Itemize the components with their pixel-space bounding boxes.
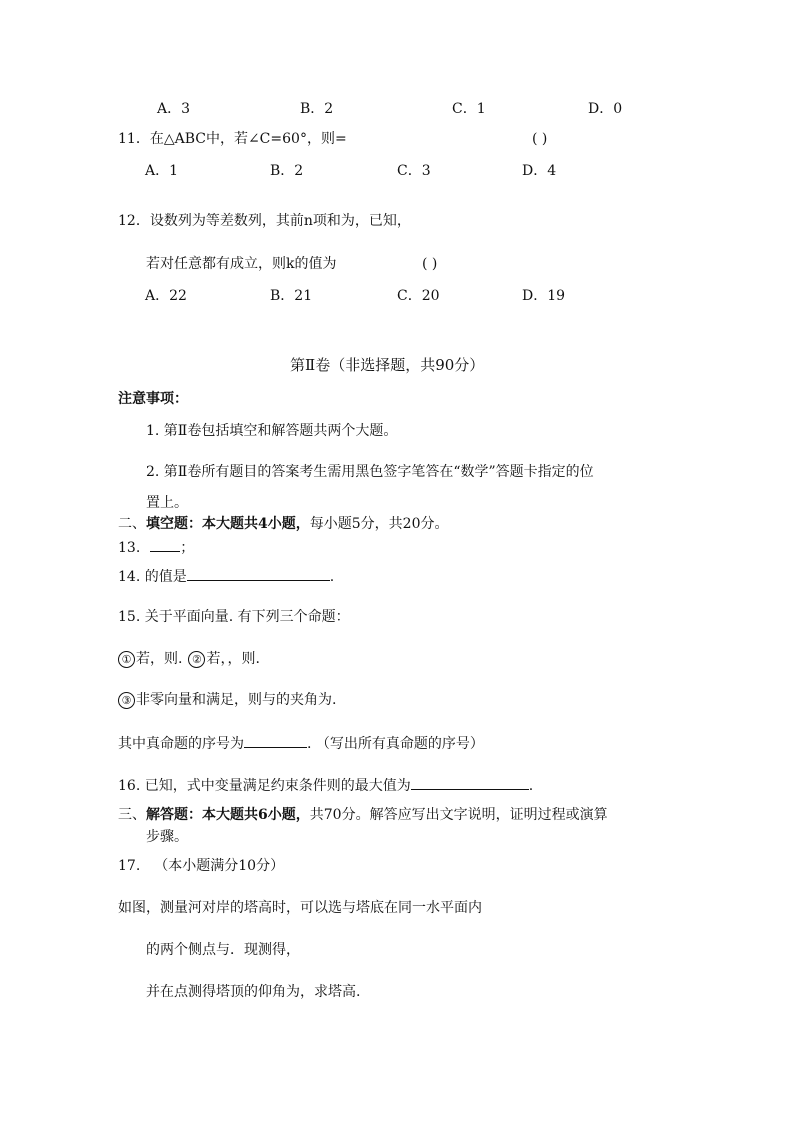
- q15-prop-3-line: [118, 691, 336, 709]
- q16-answer-blank: [411, 775, 529, 790]
- q14: [118, 566, 334, 586]
- notice-item-2-cont: 置上。: [146, 495, 188, 511]
- solve-section-heading: [118, 806, 608, 824]
- fill-heading-prefix: 二、: [118, 516, 146, 532]
- fill-heading-rest: 每小题5分，共20分。: [309, 516, 449, 532]
- q16-tail: .: [528, 778, 534, 794]
- q10-option-c: C．1: [452, 101, 486, 117]
- circled-2-icon: ②: [188, 651, 205, 668]
- notice-heading: 注意事项：: [118, 391, 188, 407]
- q14-stem: 14. 的值是: [118, 569, 187, 585]
- q14-answer-blank: [187, 566, 330, 581]
- q12-option-c: C．20: [397, 288, 440, 304]
- notice-item-2: 2. 第Ⅱ卷所有题目的答案考生需用黑色签字笔答在“数学”答题卡指定的位: [146, 464, 594, 480]
- q17-line-1: 如图，测量河对岸的塔高时，可以选与塔底在同一水平面内: [118, 900, 482, 916]
- q11-stem: 11．在△ABC中，若∠C=60°，则=: [118, 131, 347, 147]
- q16-stem: 16. 已知，式中变量满足约束条件则的最大值为: [118, 778, 411, 794]
- q11-answer-paren: ( ): [532, 131, 548, 147]
- q17-header: [118, 857, 284, 875]
- solve-heading-cont: 步骤。: [146, 829, 188, 845]
- q11-option-c: C．3: [397, 163, 431, 179]
- q16: [118, 775, 533, 795]
- q13-tail: ；: [180, 540, 195, 556]
- q14-tail: .: [329, 569, 335, 585]
- q17-line-3: 并在点测得塔顶的仰角为，求塔高.: [146, 984, 361, 1000]
- q12-answer-paren: ( ): [422, 256, 438, 272]
- q13: [118, 537, 194, 557]
- q15-prop-1: 若，则.: [136, 651, 183, 667]
- q15-answer-blank: [244, 733, 307, 748]
- q17-line-2: 的两个侧点与．现测得，: [146, 942, 300, 958]
- q15-stem: 15. 关于平面向量. 有下列三个命题：: [118, 609, 350, 625]
- q15-props-1-2: [118, 650, 260, 668]
- q12-option-b: B．21: [270, 288, 313, 304]
- q13-answer-blank: [150, 537, 180, 552]
- q11-option-d: D．4: [522, 163, 557, 179]
- q17-number: 17.: [118, 858, 141, 874]
- q15-answer: [118, 733, 484, 753]
- q10-option-d: D．0: [588, 101, 623, 117]
- circled-1-icon: ①: [118, 651, 135, 668]
- q12-condition: 若对任意都有成立，则k的值为: [146, 256, 337, 272]
- q10-option-b: B．2: [300, 101, 334, 117]
- q13-number: 13.: [118, 540, 141, 556]
- q12-option-d: D．19: [522, 288, 566, 304]
- q11-option-a: A．1: [145, 163, 179, 179]
- solve-heading-rest: 共70分。解答应写出文字说明，证明过程或演算: [309, 807, 608, 823]
- fill-section-heading: [118, 515, 448, 533]
- solve-heading-prefix: 三、: [118, 807, 146, 823]
- circled-3-icon: ③: [118, 692, 135, 709]
- q15-prop-2: 若，，则.: [206, 651, 260, 667]
- section-title: 第Ⅱ卷（非选择题，共90分）: [290, 356, 485, 374]
- solve-heading-bold: 解答题：本大题共6小题，: [146, 807, 310, 823]
- fill-heading-bold: 填空题：本大题共4小题，: [146, 516, 310, 532]
- q15-answer-tail: . （写出所有真命题的序号）: [307, 736, 484, 752]
- q10-option-a: A．3: [157, 101, 191, 117]
- q15-prop-3: 非零向量和满足，则与的夹角为.: [136, 692, 337, 708]
- q12-option-a: A．22: [145, 288, 187, 304]
- q12-stem: 12．设数列为等差数列，其前n项和为，已知，: [118, 213, 411, 229]
- q15-answer-prefix: 其中真命题的序号为: [118, 736, 244, 752]
- q17-score: （本小题满分10分）: [154, 858, 285, 874]
- q11-option-b: B．2: [270, 163, 304, 179]
- notice-item-1: 1. 第Ⅱ卷包括填空和解答题共两个大题。: [146, 423, 398, 439]
